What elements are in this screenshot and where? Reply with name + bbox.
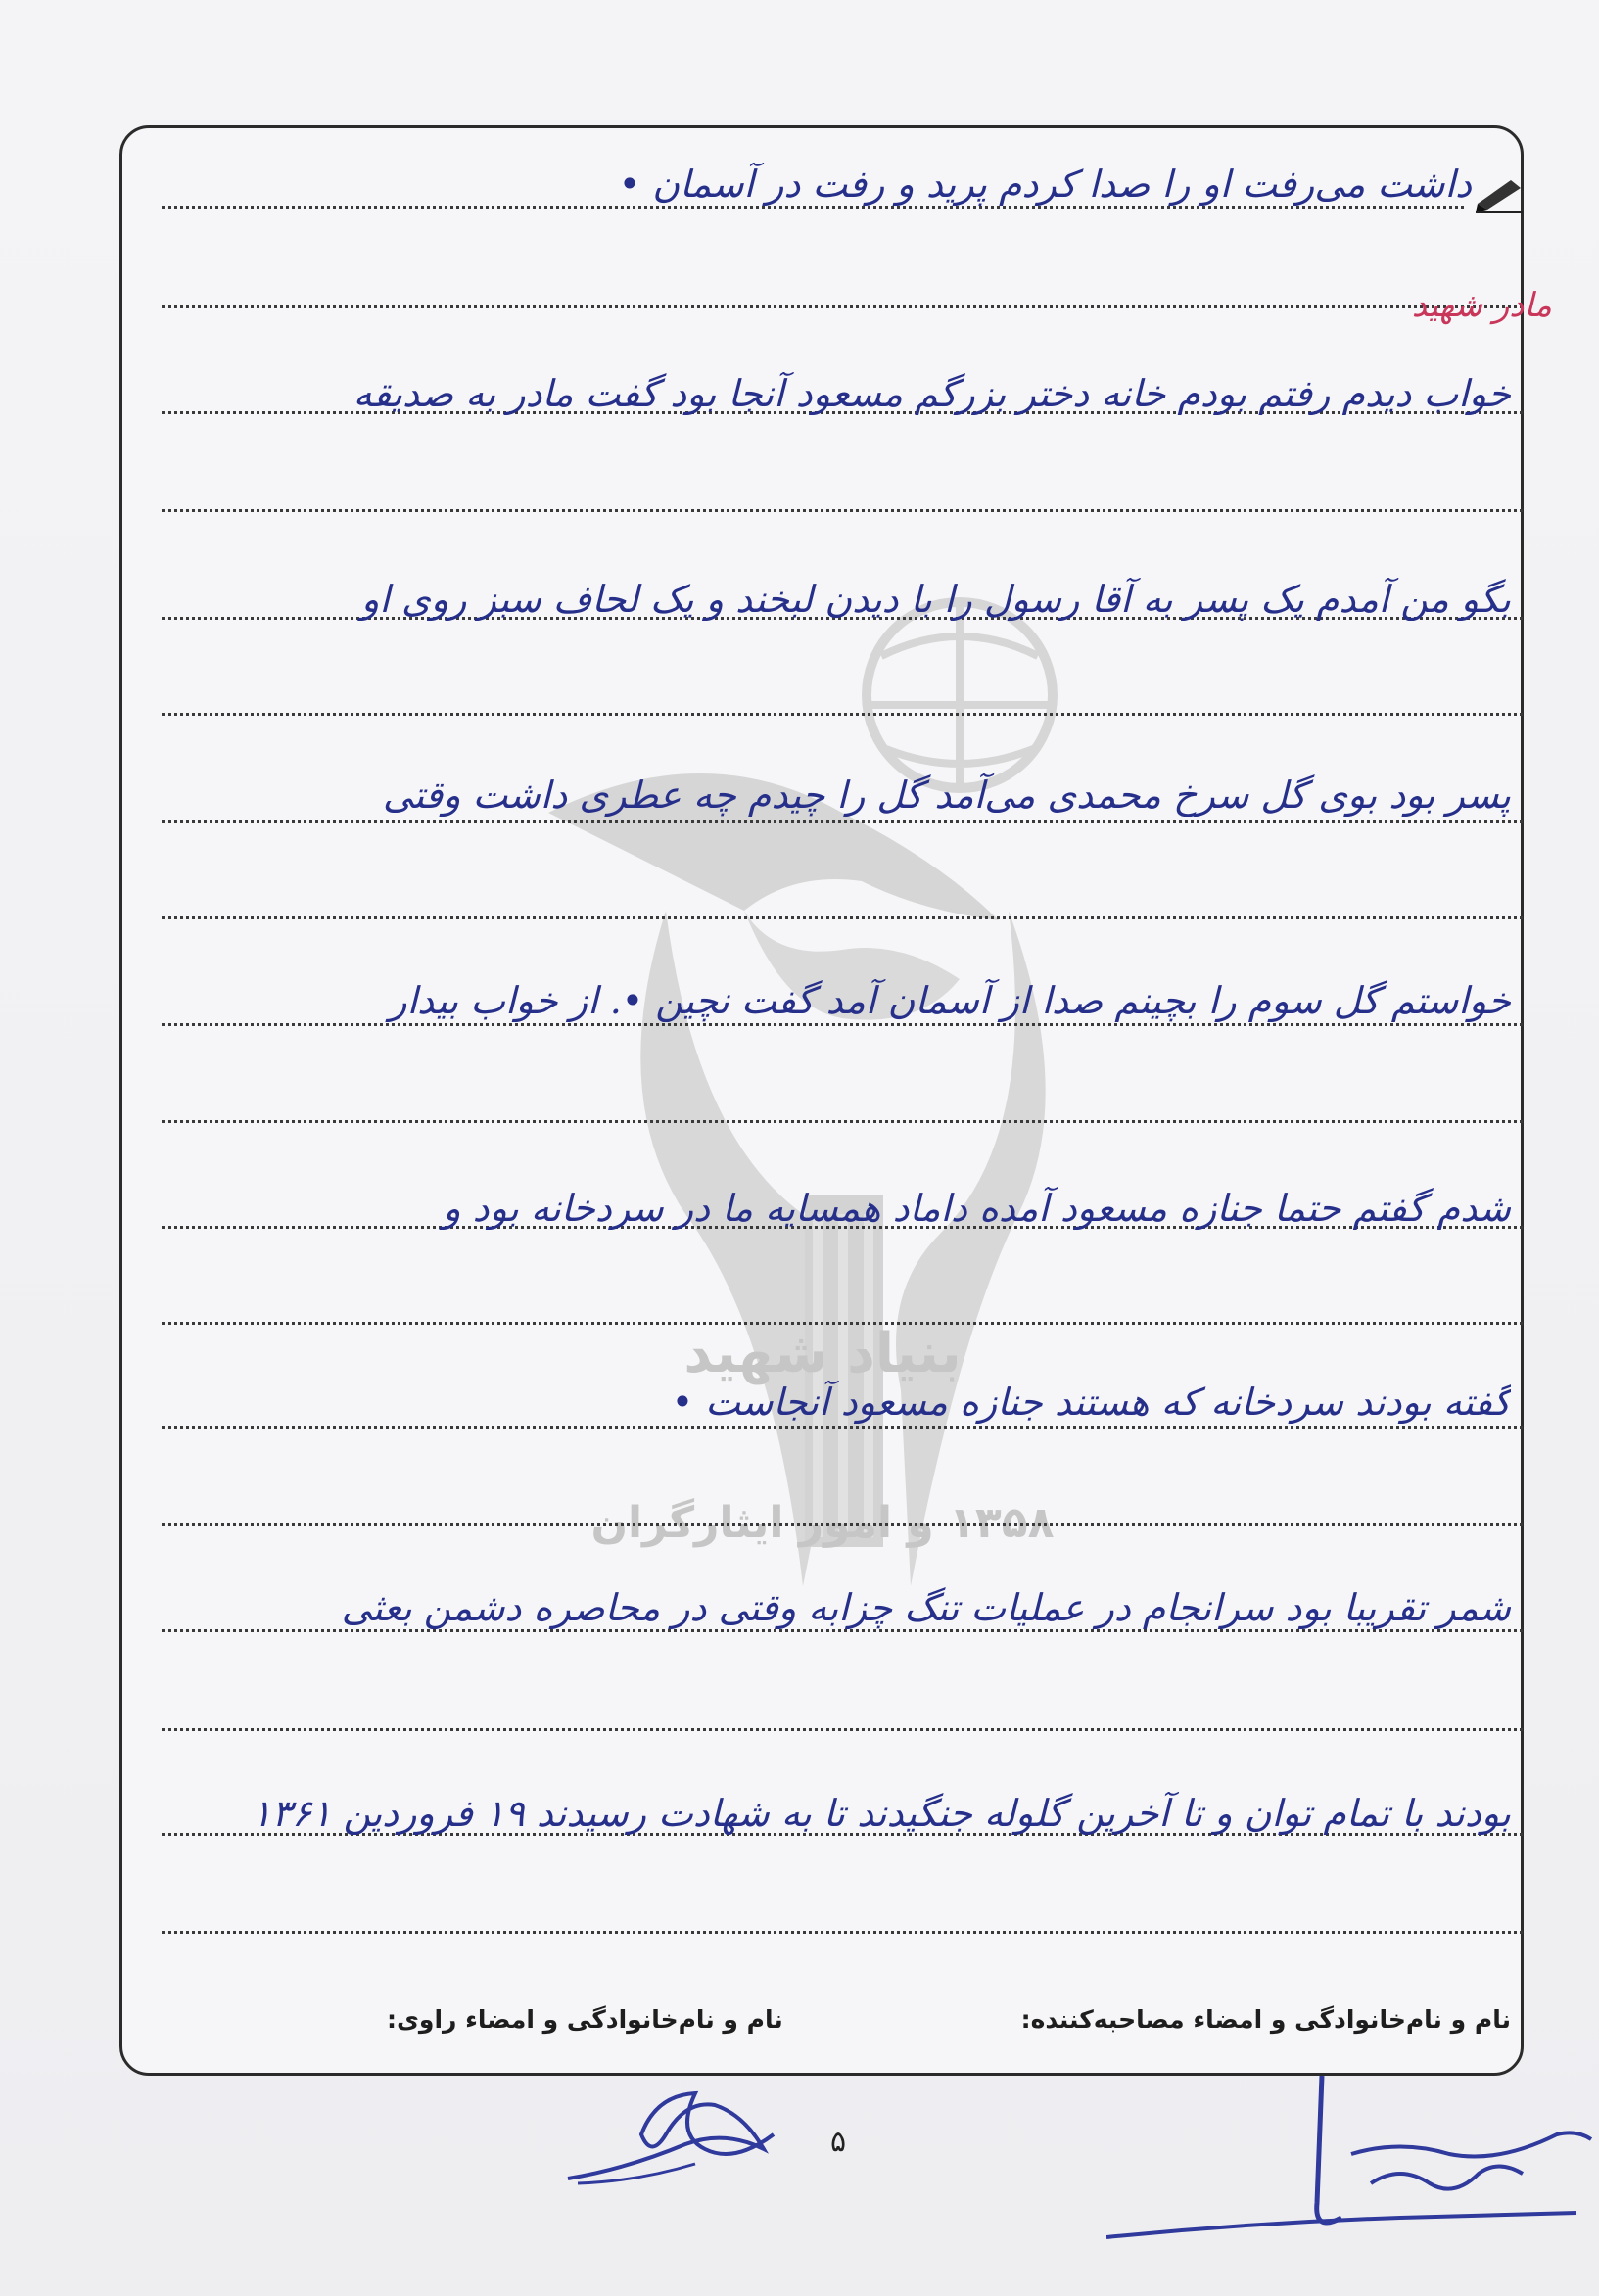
ruled-line	[162, 1426, 1523, 1429]
page-number: ۵	[830, 2125, 847, 2159]
handwritten-line: داشت می‌رفت او را صدا کردم پرید و رفت در آسمان •	[618, 163, 1472, 206]
narrator-signature-label: نام و نام‌خانوادگی و امضاء راوی:	[387, 2005, 783, 2034]
watermark-org-name: بنیاد شهید	[683, 1322, 962, 1385]
handwritten-line: بودند با تمام توان و تا آخرین گلوله جنگیدند تا به شهادت رسیدند ۱۹ فروردین ۱۳۶۱	[251, 1792, 1511, 1835]
ruled-line	[162, 1629, 1523, 1632]
handwritten-line: بگو من آمدم یک پسر به آقا رسول را با دیدن لبخند و یک لحاف سبز روی او	[361, 578, 1511, 621]
ruled-line	[162, 1322, 1523, 1325]
ruled-line	[162, 713, 1523, 716]
ruled-line	[162, 509, 1523, 512]
narrator-signature	[1106, 2046, 1596, 2262]
handwritten-line: خواستم گل سوم را بچینم صدا از آسمان آمد گفت نچین •. از خواب بیدار	[389, 979, 1511, 1022]
ruled-line	[162, 206, 1464, 209]
watermark-year-line: ۱۳۵۸ و امور ایثارگران	[590, 1498, 1055, 1548]
handwritten-line: خواب دیدم رفتم بودم خانه دختر بزرگم مسعود آنجا بود گفت مادر به صدیقه	[353, 372, 1511, 415]
interviewer-signature-label: نام و نام‌خانوادگی و امضاء مصاحبه‌کننده:	[1020, 2005, 1511, 2034]
handwritten-line: شدم گفتم حتما جنازه مسعود آمده داماد همسایه ما در سردخانه بود و	[443, 1187, 1511, 1230]
handwritten-line: پسر بود بوی گل سرخ محمدی می‌آمد گل را چیدم چه عطری داشت وقتی	[382, 773, 1511, 817]
ruled-line	[162, 1523, 1523, 1526]
ruled-line	[162, 1023, 1523, 1026]
ruled-line	[162, 820, 1523, 823]
ruled-line	[162, 1728, 1523, 1731]
pen-icon	[1474, 174, 1525, 213]
ruled-line	[162, 916, 1523, 919]
ruled-line	[162, 1931, 1523, 1934]
margin-note: مادر شهید	[1411, 286, 1552, 325]
ruled-line	[162, 1120, 1523, 1123]
handwritten-line: شمر تقریبا بود سرانجام در عملیات تنگ چزابه وقتی در محاصره دشمن بعثی	[341, 1586, 1511, 1629]
interviewer-signature	[548, 2076, 783, 2203]
ruled-line	[162, 305, 1523, 308]
handwritten-line: گفته بودند سردخانه که هستند جنازه مسعود آنجاست •	[671, 1381, 1511, 1424]
